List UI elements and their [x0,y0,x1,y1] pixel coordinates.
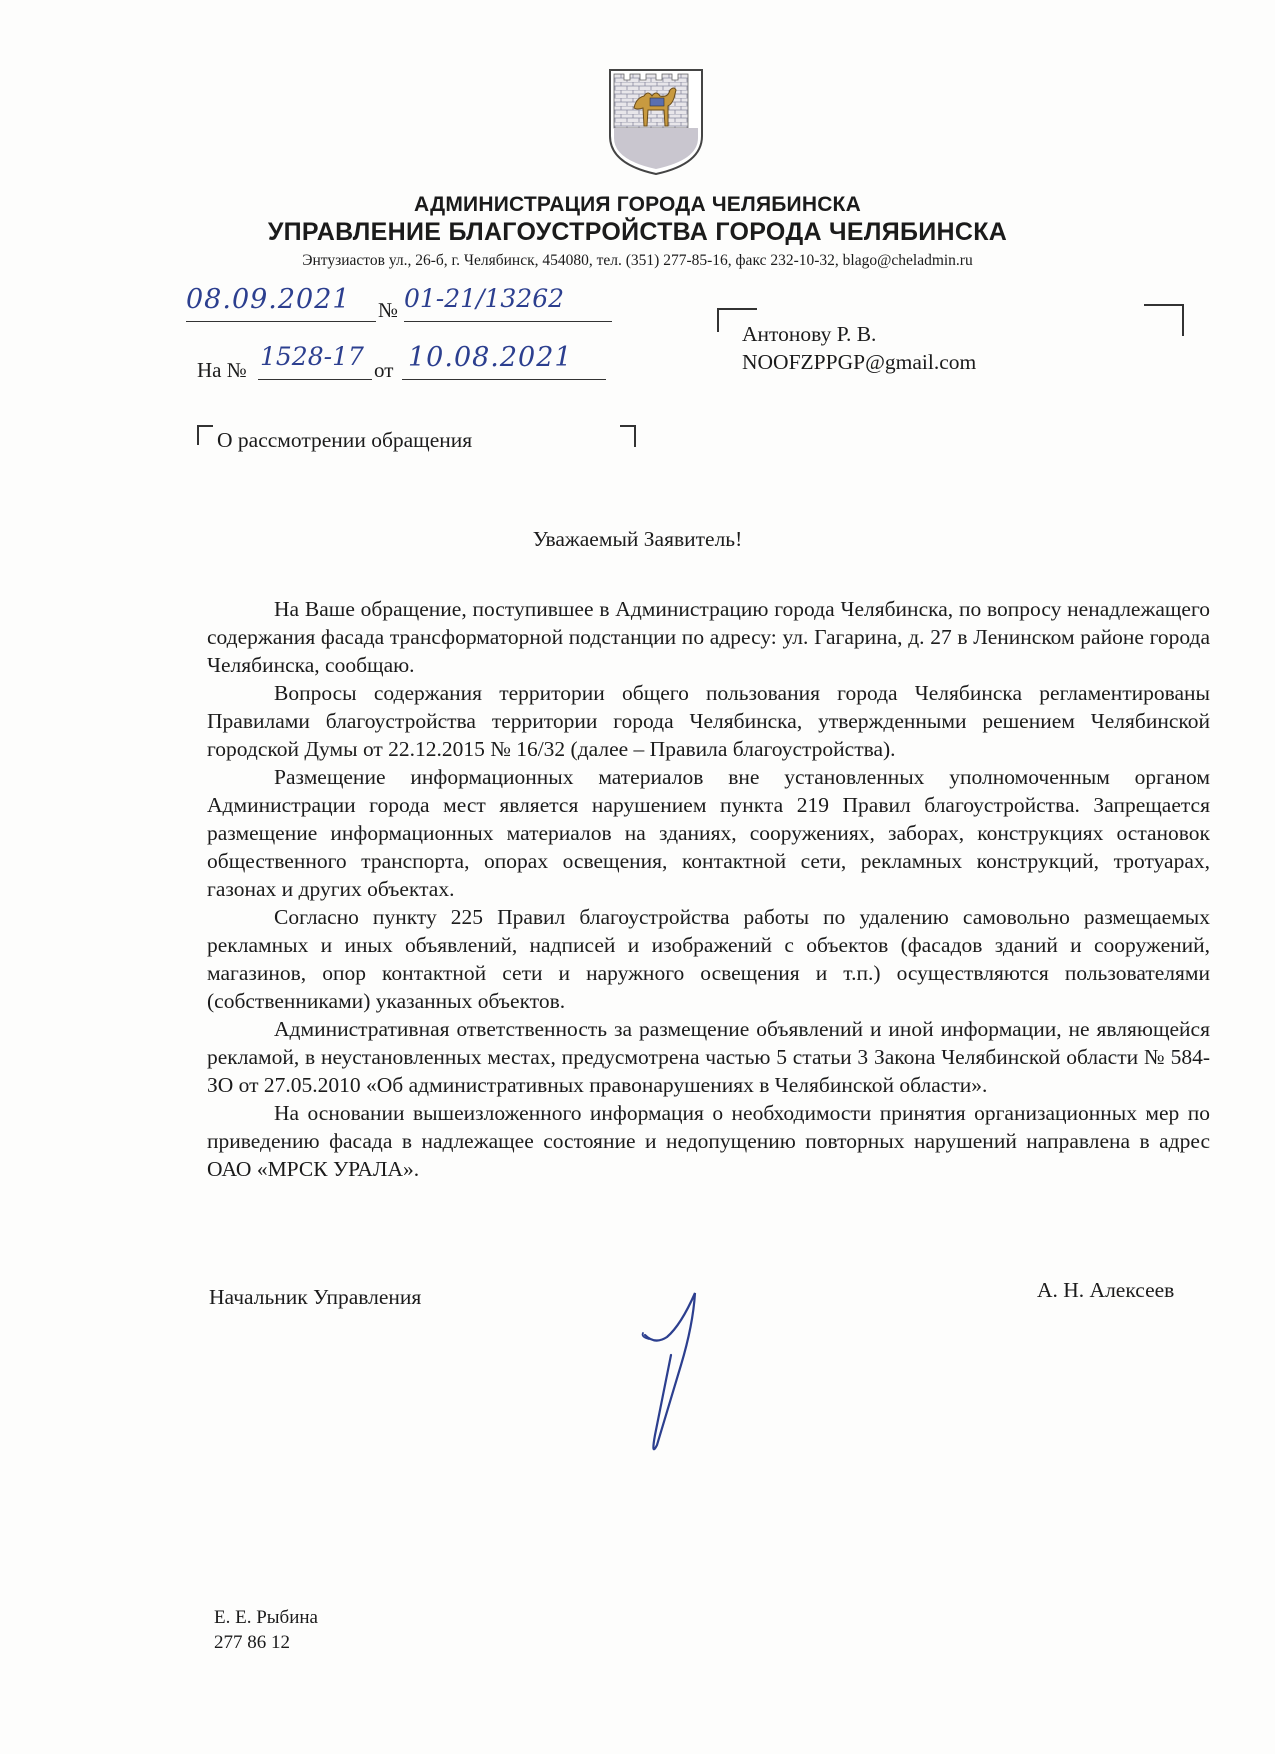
handwritten-signature-icon [615,1285,725,1465]
addressee-email: NOOFZPPGP@gmail.com [742,350,977,374]
body-paragraph-4: Согласно пункту 225 Правил благоустройства работы по удалению самовольно размещаемых рекламных и иных объявлений, надписей и изображений с объектов (фасадов зданий и сооружений, магазинов, опор контактной сети и наружного освещения и т.п.) осуществляются пользователями (собственниками) указанных объектов. [207,905,1210,1013]
reply-date-field [402,342,606,382]
organization-name: АДМИНИСТРАЦИЯ ГОРОДА ЧЕЛЯБИНСКА [414,193,861,216]
addressee-name: Антонову Р. В. [742,322,877,346]
signatory-name: А. Н. Алексеев [1037,1278,1175,1302]
registration-date-field [186,284,376,324]
subject-corner-left [197,425,213,445]
signatory-position: Начальник Управления [209,1285,422,1309]
addressee-corner-right [1144,304,1184,336]
number-sign: № [378,298,399,322]
registration-number: 01-21/13262 [404,284,565,313]
executor-name: Е. Е. Рыбина [214,1607,318,1628]
executor-phone: 277 86 12 [214,1632,290,1653]
reply-date: 10.08.2021 [408,342,573,373]
department-name: УПРАВЛЕНИЕ БЛАГОУСТРОЙСТВА ГОРОДА ЧЕЛЯБИНСКА [267,218,1008,246]
organization-address: Энтузиастов ул., 26-б, г. Челябинск, 454080, тел. (351) 277-85-16, факс 232-10-32, blago@cheladmin.ru [302,252,973,269]
from-label: от [374,358,394,382]
reply-number-field [258,342,372,382]
reply-number: 1528-17 [260,342,364,371]
letter-body [207,595,1210,1183]
body-paragraph-5: Административная ответственность за размещение объявлений и иной информации, не являющейся рекламой, в неустановленных местах, предусмотрена частью 5 статьи 3 Закона Челябинской области № 584-ЗО от 27.05.2010 «Об административных правонарушениях в Челябинской области». [207,1017,1210,1097]
body-paragraph-6: На основании вышеизложенного информация о необходимости принятия организационных мер по приведению фасада в надлежащее состояние и недопущению повторных нарушений направлена в адрес ОАО «МРСК УРАЛА». [207,1101,1210,1181]
registration-date: 08.09.2021 [186,284,351,315]
subject-corner-right [620,425,636,447]
registration-number-field [404,284,612,324]
salutation: Уважаемый Заявитель! [532,527,743,551]
body-paragraph-1: На Ваше обращение, поступившее в Администрацию города Челябинска, по вопросу ненадлежащего содержания фасада трансформаторной подстанции по адресу: ул. Гагарина, д. 27 в Ленинском районе города Челябинска, сообщаю. [207,597,1210,677]
body-paragraph-2: Вопросы содержания территории общего пользования города Челябинска регламентированы Правилами благоустройства территории города Челябинска, утвержденными решением Челябинской городской Думы от 22.12.2015 № 16/32 (далее – Правила благоустройства). [207,681,1210,761]
subject-line: О рассмотрении обращения [217,428,473,452]
body-paragraph-3: Размещение информационных материалов вне установленных уполномоченным органом Администрации города мест является нарушением пункта 219 Правил благоустройства. Запрещается размещение информационных материалов на зданиях, сооружениях, заборах, конструкциях остановок общественного транспорта, опорах освещения, контактной сети, рекламных конструкций, тротуарах, газонах и других объектах. [207,765,1210,901]
reply-prefix: На № [197,358,247,382]
city-emblem-icon [606,66,706,176]
